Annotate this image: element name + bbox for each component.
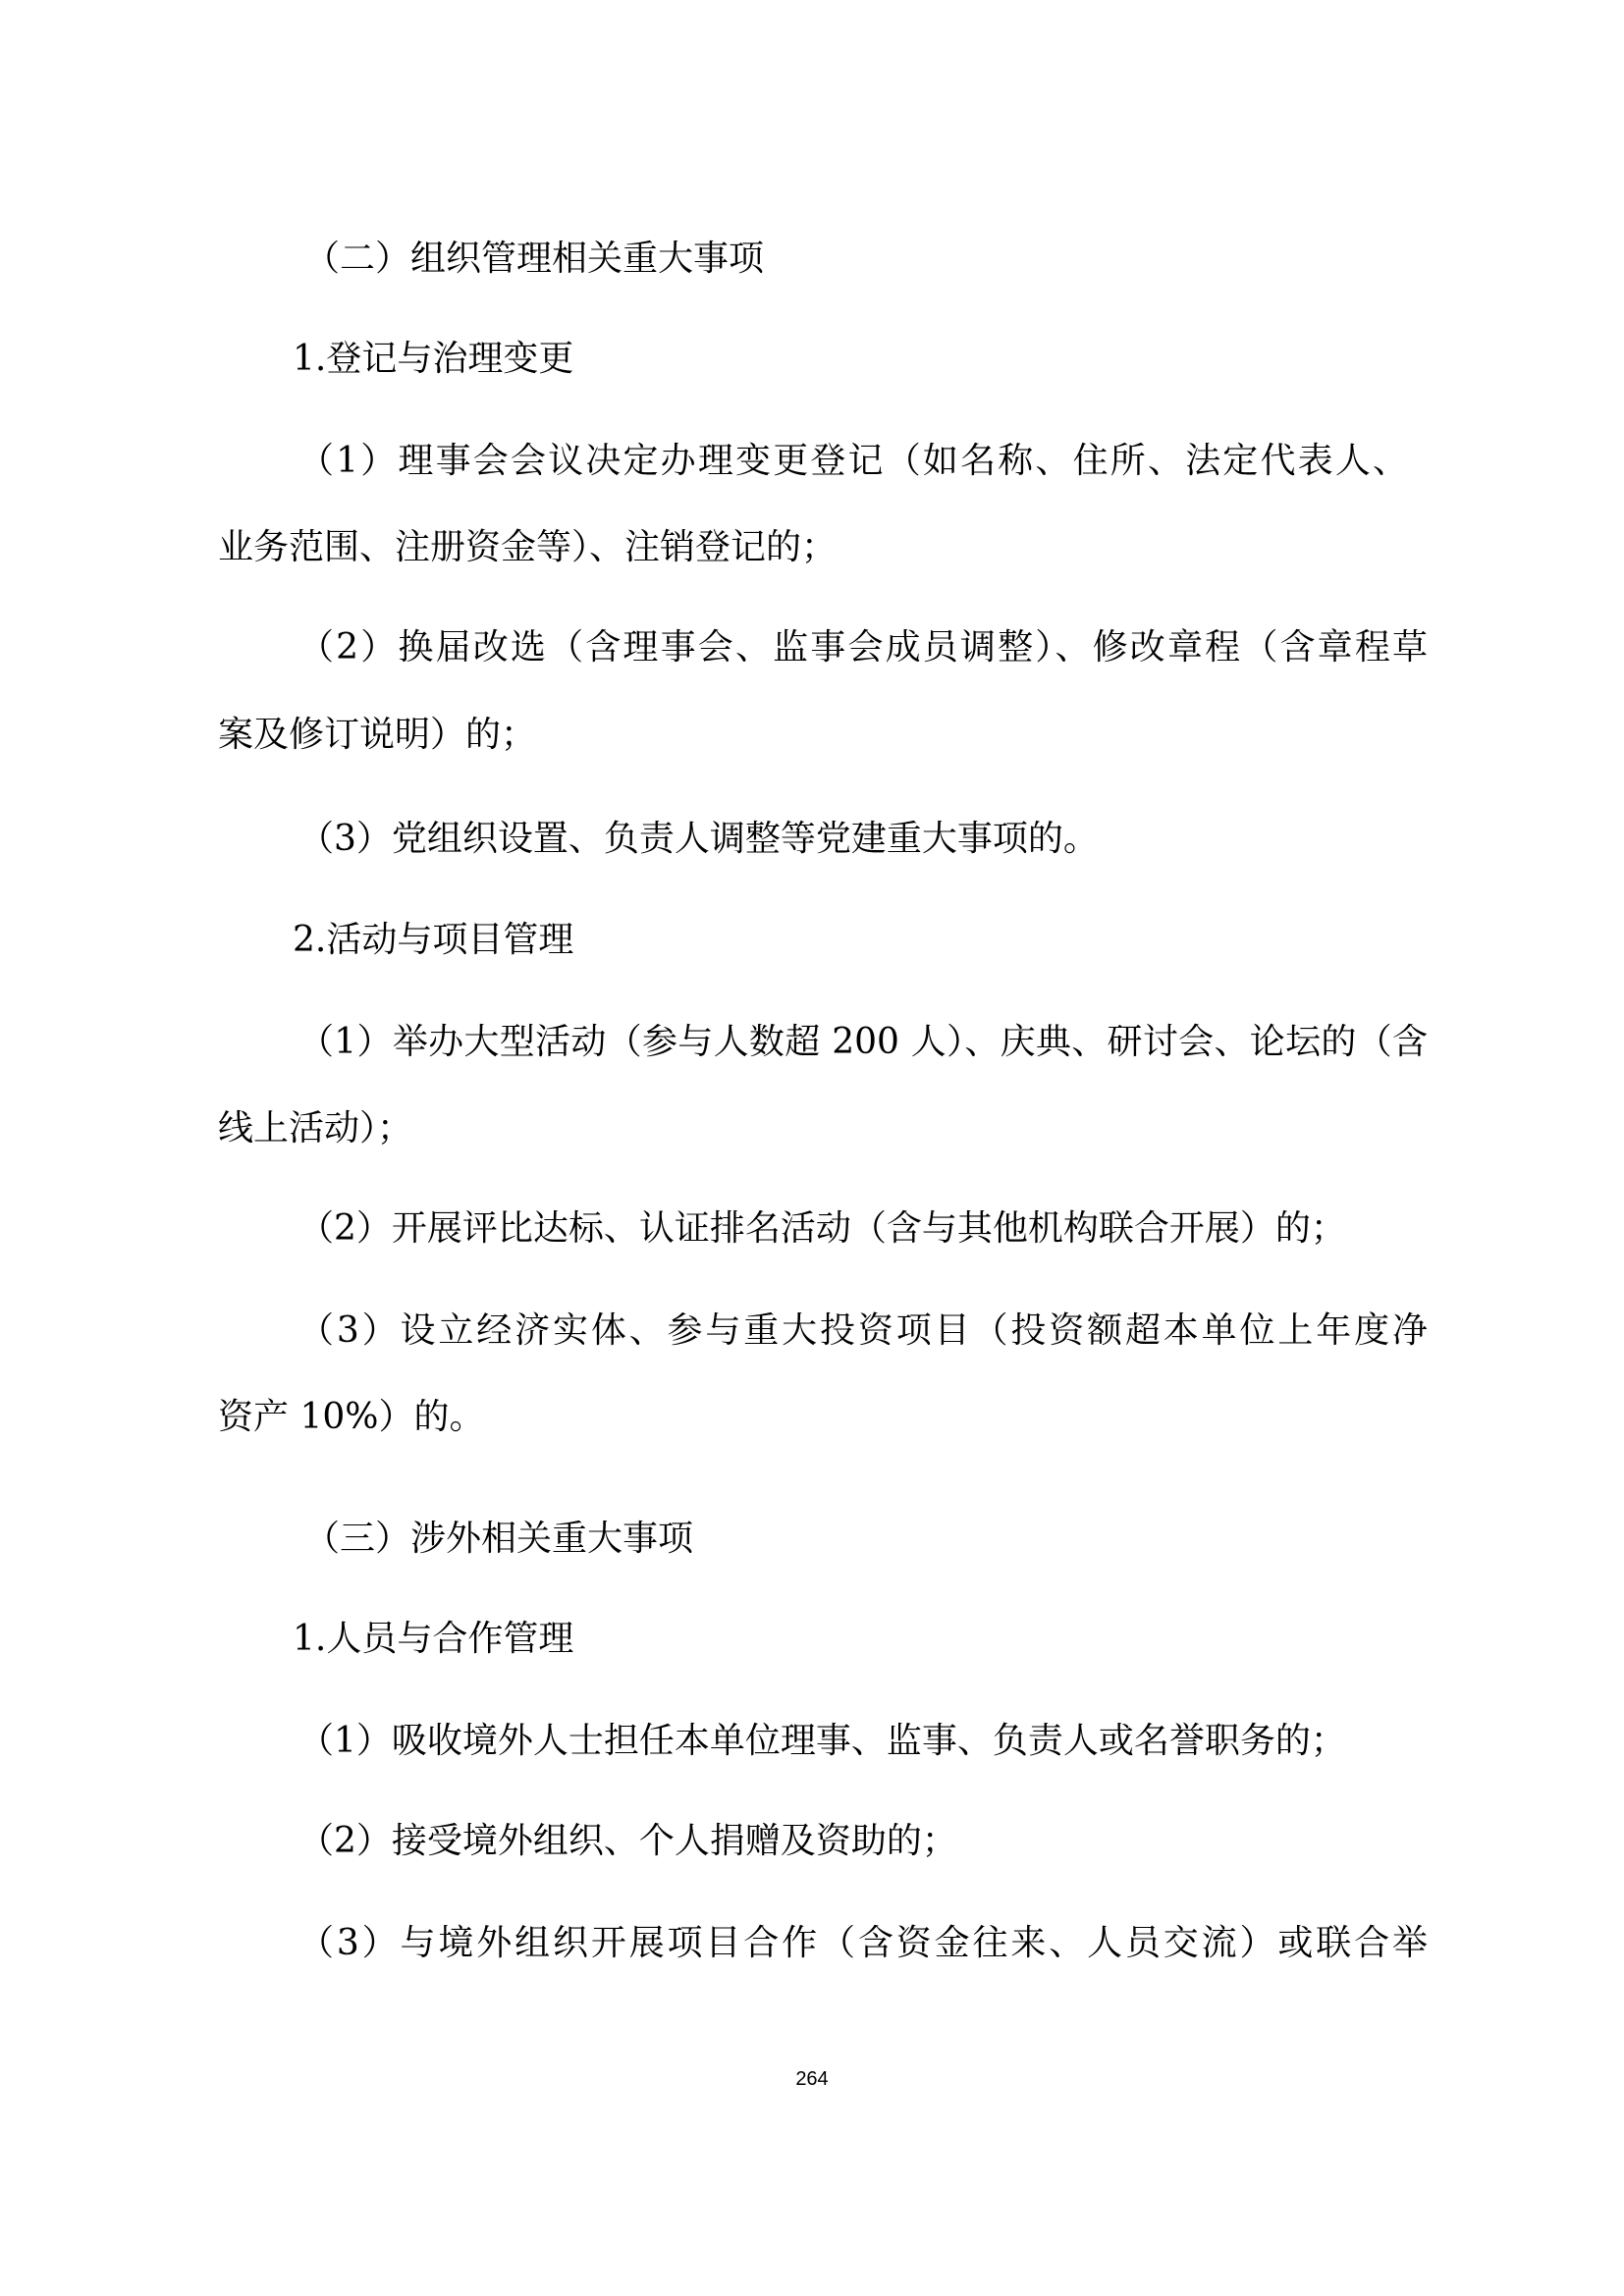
paragraph-line: （2）接受境外组织、个人捐赠及资助的； xyxy=(298,1821,957,1861)
paragraph-line: （3）党组织设置、负责人调整等党建重大事项的。 xyxy=(298,819,1099,859)
subheading-registration-governance: 1.登记与治理变更 xyxy=(293,339,574,379)
paragraph-line: 案及修订说明）的； xyxy=(218,715,537,755)
paragraph-line: （2）开展评比达标、认证排名活动（含与其他机构联合开展）的； xyxy=(298,1208,1346,1249)
paragraph-line: 业务范围、注册资金等）、注销登记的； xyxy=(218,527,838,567)
section-heading-3: （三）涉外相关重大事项 xyxy=(304,1519,694,1559)
paragraph-line: （1）理事会会议决定办理变更登记（如名称、住所、法定代表人、 xyxy=(298,441,1408,481)
subheading-activity-project: 2.活动与项目管理 xyxy=(293,920,574,960)
paragraph-line: （3）与境外组织开展项目合作（含资金往来、人员交流）或联合举 xyxy=(298,1923,1428,1963)
page-number: 264 xyxy=(795,2068,829,2090)
subheading-personnel-cooperation: 1.人员与合作管理 xyxy=(293,1619,574,1659)
paragraph-line: （1）举办大型活动（参与人数超 200 人）、庆典、研讨会、论坛的（含 xyxy=(298,1022,1428,1062)
paragraph-line: （1）吸收境外人士担任本单位理事、监事、负责人或名誉职务的； xyxy=(298,1721,1346,1761)
paragraph-line: 线上活动）； xyxy=(218,1108,413,1148)
section-heading-2: （二）组织管理相关重大事项 xyxy=(304,239,765,279)
paragraph-line: 资产 10%）的。 xyxy=(218,1397,485,1437)
paragraph-line: （2）换届改选（含理事会、监事会成员调整）、修改章程（含章程草 xyxy=(298,627,1428,667)
paragraph-line: （3）设立经济实体、参与重大投资项目（投资额超本单位上年度净 xyxy=(298,1310,1428,1351)
